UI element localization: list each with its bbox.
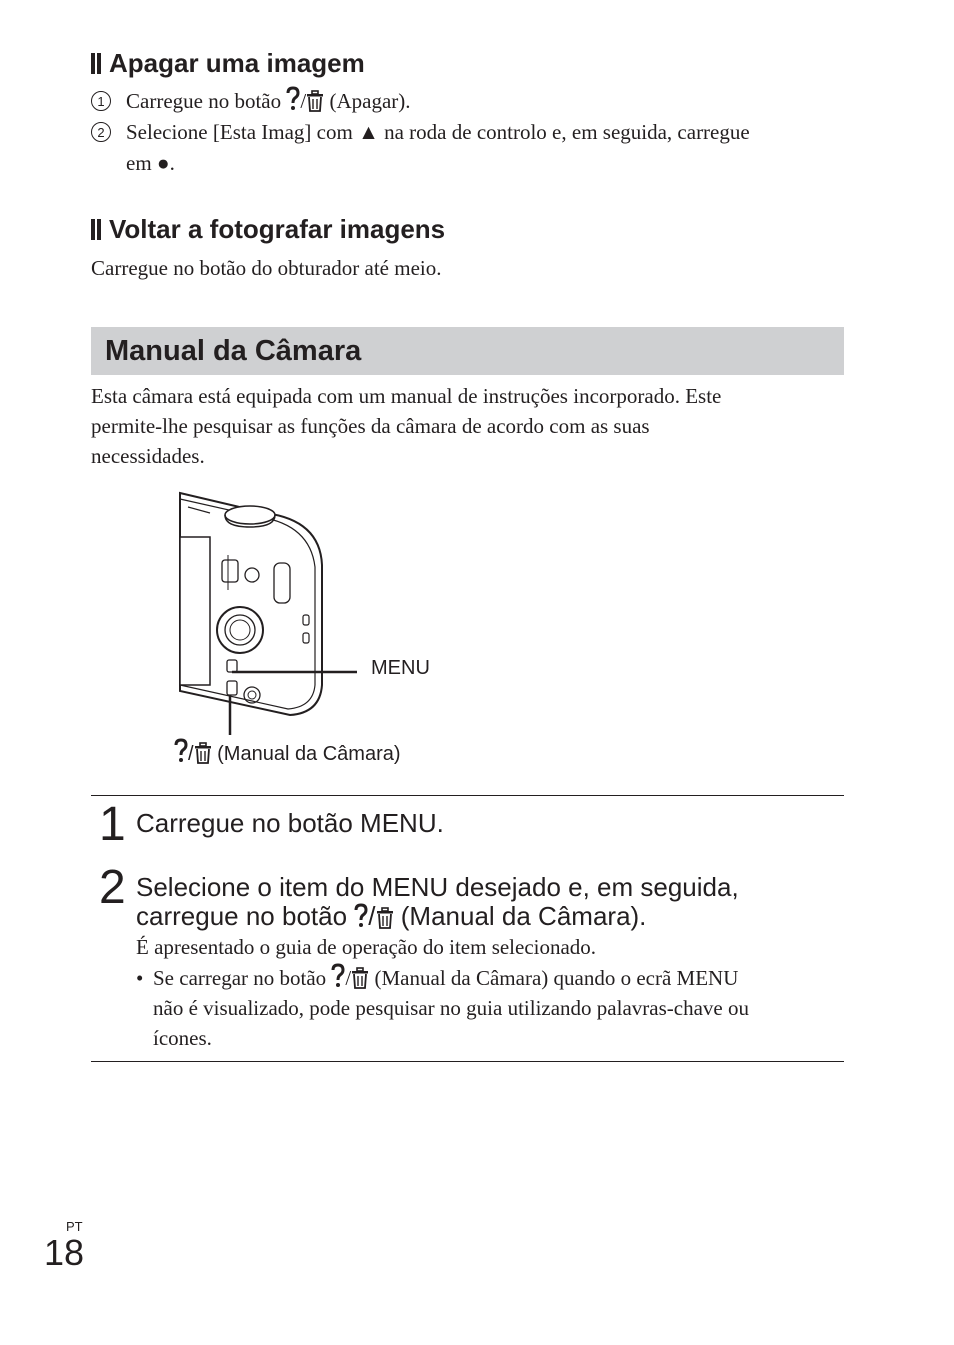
trash-icon: [351, 967, 369, 989]
step-1-title: Carregue no botão MENU.: [136, 808, 444, 838]
step-2-bullet: • Se carregar no botão / (Manual da Câmara) quando o ecrã MENU não é visualizado, pode pesquisar no guia utilizando palavras-chave ou ícones.: [136, 963, 844, 1053]
circled-number: 2: [91, 122, 111, 142]
trash-icon: [194, 742, 212, 764]
step-number-2: 2: [99, 861, 126, 914]
question-icon: [354, 903, 368, 929]
trash-icon: [376, 907, 394, 929]
section-banner: [91, 327, 844, 375]
section-heading-return: Voltar a fotografar imagens: [91, 214, 445, 245]
question-icon: [174, 738, 188, 764]
trash-icon: [306, 90, 324, 112]
step-number-1: 1: [99, 798, 126, 851]
delete-step-1: 1 Carregue no botão / (Apagar).: [91, 86, 411, 117]
delete-step-2: 2 Selecione [Esta Imag] com ▲ na roda de controlo e, em seguida, carregue em ●.: [91, 117, 750, 179]
step-2-title: Selecione o item do MENU desejado e, em seguida, carregue no botão / (Manual da Câmara).: [136, 872, 739, 931]
page-number: 18: [44, 1232, 85, 1273]
banner-title: Manual da Câmara: [105, 335, 362, 367]
question-icon: [331, 963, 345, 989]
steps-bottom-rule: [91, 1061, 844, 1062]
intro-paragraph: Esta câmara está equipada com um manual de instruções incorporado. Este permite-lhe pesquisar as funções da câmara de acordo com as suas necessidades.: [91, 384, 722, 468]
section-marker-icon: [91, 219, 101, 240]
help-callout-label: / (Manual da Câmara): [174, 738, 401, 766]
language-code: PT: [66, 1219, 83, 1234]
return-text: Carregue no botão do obturador até meio.: [91, 256, 442, 280]
section-heading-delete: Apagar uma imagem: [91, 48, 365, 79]
section-marker-icon: [91, 53, 101, 74]
step-2-note: É apresentado o guia de operação do item selecionado.: [136, 935, 597, 959]
menu-callout-label: MENU: [371, 657, 430, 679]
steps-top-rule: [91, 795, 844, 796]
question-icon: [286, 86, 300, 112]
circled-number: 1: [91, 91, 111, 111]
camera-illustration: [170, 485, 500, 775]
bullet-dot: •: [136, 966, 144, 990]
